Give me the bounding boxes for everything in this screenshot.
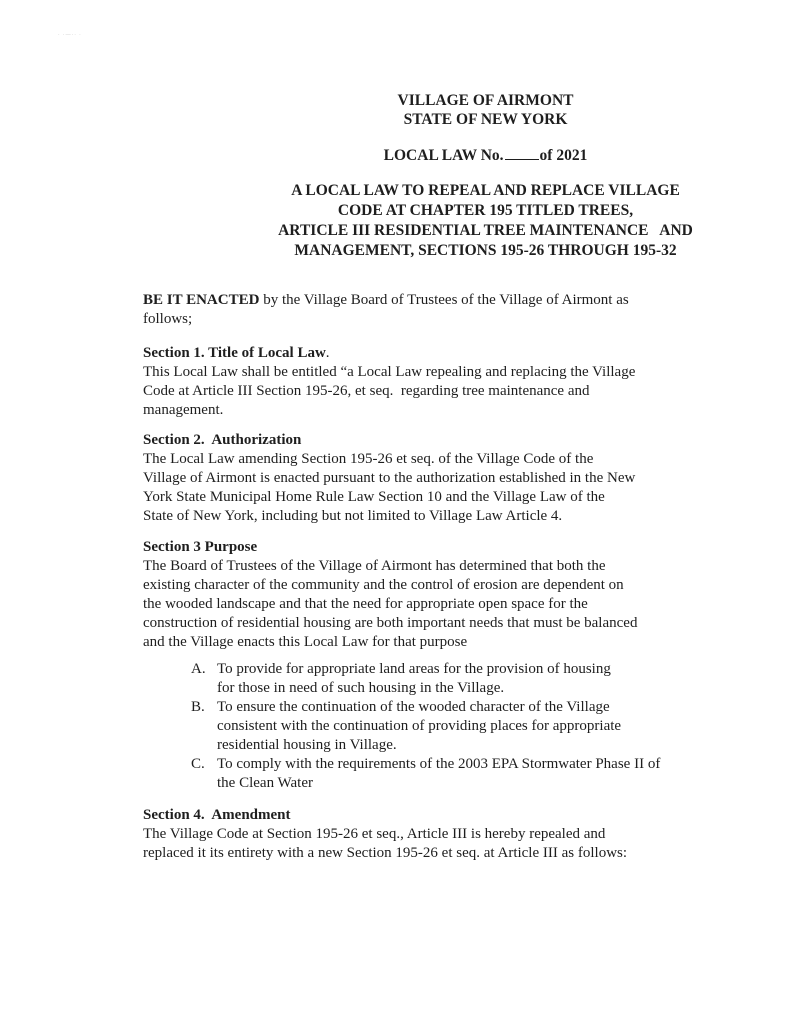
section-text: The Local Law amending Section 195-26 et seq. of the Village Code of the: [143, 451, 594, 467]
scan-artifact: · ·—·· ·: [58, 33, 82, 38]
law-number-blank: [505, 146, 539, 160]
list-item-text: To ensure the continuation of the wooded character of the Village: [217, 699, 610, 715]
section-text: Code at Article III Section 195-26, et seq. regarding tree maintenance and: [143, 383, 590, 399]
section-3: [143, 538, 703, 652]
section-title: Section 1. Title of Local Law: [143, 345, 326, 361]
section-1: [143, 344, 703, 420]
section-text: The Village Code at Section 195-26 et seq., Article III is hereby repealed and: [143, 826, 606, 842]
enacted-bold: BE IT ENACTED: [143, 292, 260, 308]
list-item-text: the Clean Water: [217, 775, 313, 791]
section-text: the wooded landscape and that the need for appropriate open space for the: [143, 596, 588, 612]
enacted-text: by the Village Board of Trustees of the Village of Airmont as: [259, 292, 629, 308]
list-item-text: for those in need of such housing in the Village.: [217, 680, 505, 696]
list-marker: A.: [191, 661, 206, 677]
section-text: The Board of Trustees of the Village of Airmont has determined that both the: [143, 558, 606, 574]
section-title-tail: .: [325, 345, 330, 361]
enacted-text: follows;: [143, 311, 193, 327]
state-heading: STATE OF NEW YORK: [403, 111, 568, 128]
section-text: York State Municipal Home Rule Law Section 10 and the Village Law of the: [143, 489, 605, 505]
list-marker: C.: [191, 756, 205, 772]
section-text: This Local Law shall be entitled “a Local Law repealing and replacing the Village: [143, 364, 636, 380]
section-text: construction of residential housing are both important needs that must be balanced: [143, 615, 638, 631]
village-heading: VILLAGE OF AIRMONT: [397, 92, 574, 109]
local-law-suffix: of 2021: [539, 147, 588, 164]
law-title-line: ARTICLE III RESIDENTIAL TREE MAINTENANCE AND: [278, 222, 693, 239]
law-title-line: A LOCAL LAW TO REPEAL AND REPLACE VILLAGE: [291, 182, 680, 199]
section-2: [143, 431, 703, 526]
enacting-clause: [143, 291, 703, 329]
list-item-text: To comply with the requirements of the 2003 EPA Stormwater Phase II of: [217, 756, 661, 772]
section-text: and the Village enacts this Local Law for that purpose: [143, 634, 468, 650]
section-text: Village of Airmont is enacted pursuant to the authorization established in the New: [143, 470, 636, 486]
section-text: management.: [143, 402, 224, 418]
law-title-line: MANAGEMENT, SECTIONS 195-26 THROUGH 195-32: [294, 242, 677, 259]
section-text: existing character of the community and the control of erosion are dependent on: [143, 577, 624, 593]
section-4: [143, 806, 703, 863]
section-text: replaced it its entirety with a new Section 195-26 et seq. at Article III as follows:: [143, 845, 628, 861]
section-text: State of New York, including but not limited to Village Law Article 4.: [143, 508, 563, 524]
list-marker: B.: [191, 699, 205, 715]
purpose-item-c: [191, 755, 711, 793]
purpose-item-b: [191, 698, 711, 755]
section-title: Section 4. Amendment: [143, 807, 291, 823]
law-title-line: CODE AT CHAPTER 195 TITLED TREES,: [337, 202, 634, 219]
list-item-text: consistent with the continuation of providing places for appropriate: [217, 718, 622, 734]
section-title: Section 3 Purpose: [143, 539, 258, 555]
law-title: [0, 181, 791, 261]
purpose-item-a: [191, 660, 711, 698]
local-law-number: [0, 146, 791, 165]
section-title: Section 2. Authorization: [143, 432, 302, 448]
local-law-prefix: LOCAL LAW No.: [383, 147, 504, 164]
list-item-text: residential housing in Village.: [217, 737, 397, 753]
list-item-text: To provide for appropriate land areas for the provision of housing: [217, 661, 611, 677]
